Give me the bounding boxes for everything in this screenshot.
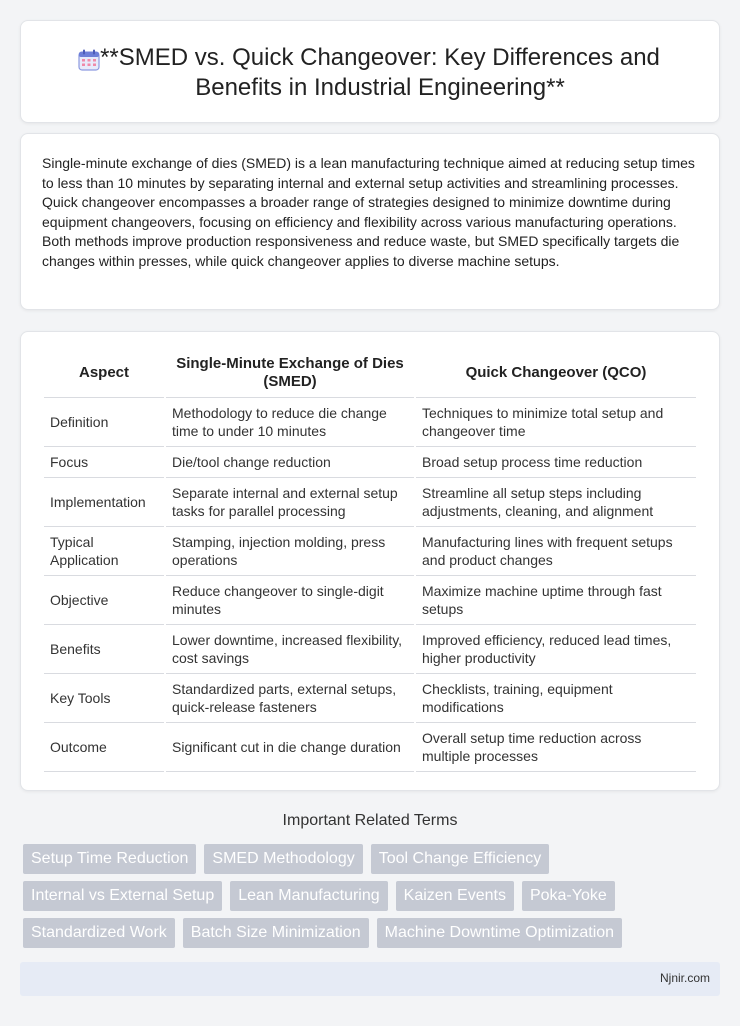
qco-cell: Streamline all setup steps including adjustments, cleaning, and alignment	[416, 478, 696, 527]
smed-cell: Stamping, injection molding, press operations	[166, 527, 414, 576]
tag-lean-manufacturing[interactable]: Lean Manufacturing	[230, 881, 387, 911]
header-qco: Quick Changeover (QCO)	[416, 350, 696, 398]
table-row	[44, 576, 696, 625]
footer-site-link[interactable]: Njnir.com	[659, 971, 710, 985]
qco-cell: Maximize machine uptime through fast setups	[416, 576, 696, 625]
aspect-cell: Outcome	[44, 723, 164, 772]
page-title: **SMED vs. Quick Changeover: Key Differences and Benefits in Industrial Engineering**	[100, 44, 660, 101]
intro-card	[20, 133, 720, 310]
tag-setup-time-reduction[interactable]: Setup Time Reduction	[23, 844, 196, 874]
table-row	[44, 674, 696, 723]
qco-cell: Techniques to minimize total setup and changeover time	[416, 398, 696, 447]
aspect-cell: Objective	[44, 576, 164, 625]
tag-kaizen-events[interactable]: Kaizen Events	[396, 881, 514, 911]
smed-cell: Separate internal and external setup tasks for parallel processing	[166, 478, 414, 527]
qco-cell: Checklists, training, equipment modifications	[416, 674, 696, 723]
qco-cell: Overall setup time reduction across multiple processes	[416, 723, 696, 772]
header-aspect: Aspect	[44, 350, 164, 398]
related-terms-heading: Important Related Terms	[282, 812, 458, 829]
tag-machine-downtime-optimization[interactable]: Machine Downtime Optimization	[377, 918, 622, 948]
aspect-cell: Implementation	[44, 478, 164, 527]
smed-cell: Significant cut in die change duration	[166, 723, 414, 772]
table-row	[44, 625, 696, 674]
aspect-cell: Typical Application	[44, 527, 164, 576]
comparison-table-card	[20, 331, 720, 791]
table-row	[44, 478, 696, 527]
tag-poka-yoke[interactable]: Poka-Yoke	[522, 881, 615, 911]
tag-smed-methodology[interactable]: SMED Methodology	[204, 844, 362, 874]
aspect-cell: Benefits	[44, 625, 164, 674]
smed-cell: Lower downtime, increased flexibility, cost savings	[166, 625, 414, 674]
smed-cell: Methodology to reduce die change time to under 10 minutes	[166, 398, 414, 447]
qco-cell: Manufacturing lines with frequent setups and product changes	[416, 527, 696, 576]
smed-cell: Standardized parts, external setups, quick-release fasteners	[166, 674, 414, 723]
tag-batch-size-minimization[interactable]: Batch Size Minimization	[183, 918, 369, 948]
smed-cell: Die/tool change reduction	[166, 447, 414, 478]
table-row	[44, 527, 696, 576]
aspect-cell: Key Tools	[44, 674, 164, 723]
title-card	[20, 20, 720, 123]
comparison-table	[42, 350, 698, 772]
header-smed: Single-Minute Exchange of Dies (SMED)	[166, 350, 414, 398]
smed-cell: Reduce changeover to single-digit minutes	[166, 576, 414, 625]
related-terms-tags	[23, 844, 723, 955]
tag-internal-vs-external-setup[interactable]: Internal vs External Setup	[23, 881, 222, 911]
qco-cell: Improved efficiency, reduced lead times, higher productivity	[416, 625, 696, 674]
table-row	[44, 447, 696, 478]
footer	[20, 962, 720, 996]
qco-cell: Broad setup process time reduction	[416, 447, 696, 478]
tag-tool-change-efficiency[interactable]: Tool Change Efficiency	[371, 844, 549, 874]
tag-standardized-work[interactable]: Standardized Work	[23, 918, 175, 948]
aspect-cell: Definition	[44, 398, 164, 447]
aspect-cell: Focus	[44, 447, 164, 478]
table-row	[44, 723, 696, 772]
intro-paragraph: Single-minute exchange of dies (SMED) is a lean manufacturing technique aimed at reducing setup times to less than 10 minutes by separating internal and external setup activities and streamlining processes. Quick changeover encompasses a broader range of strategies designed to minimize downtime during equipment changeovers, focusing on efficiency and flexibility across various manufacturing operations. Both methods improve production responsiveness and reduce waste, but SMED specifically targets die changes within presses, while quick changeover applies to diverse machine setups.	[42, 155, 695, 269]
table-row	[44, 398, 696, 447]
